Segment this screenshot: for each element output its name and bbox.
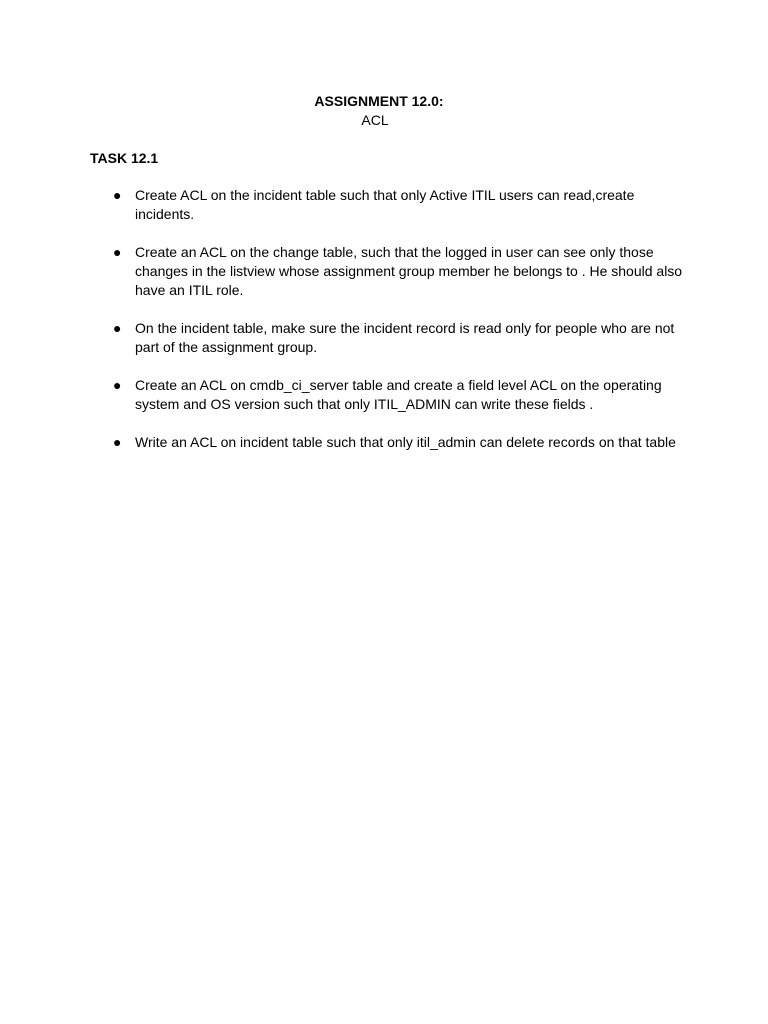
document-subtitle: ACL — [361, 112, 389, 128]
bullet-icon: ● — [113, 187, 122, 203]
task-heading: TASK 12.1 — [90, 150, 159, 166]
document-title: ASSIGNMENT 12.0: — [314, 93, 444, 109]
task-item-4 — [0, 376, 695, 414]
task-item-2 — [0, 243, 695, 300]
task-text: Create an ACL on cmdb_ci_server table and create a field level ACL on the operating system and OS version such that only ITIL_ADMIN can write these fields . — [135, 377, 662, 412]
task-list — [0, 186, 768, 471]
bullet-icon: ● — [113, 244, 122, 260]
task-item-3 — [0, 319, 695, 357]
task-text: Write an ACL on incident table such that only itil_admin can delete records on that table — [135, 434, 676, 450]
task-text: On the incident table, make sure the incident record is read only for people who are not part of the assignment group. — [135, 320, 675, 355]
task-text: Create an ACL on the change table, such that the logged in user can see only those changes in the listview whose assignment group member he belongs to . He should also have an ITIL role. — [135, 244, 683, 298]
task-item-1 — [0, 186, 695, 224]
task-item-5 — [0, 433, 695, 452]
bullet-icon: ● — [113, 320, 122, 336]
bullet-icon: ● — [113, 377, 122, 393]
task-text: Create ACL on the incident table such that only Active ITIL users can read,create incidents. — [135, 187, 635, 222]
bullet-icon: ● — [113, 434, 122, 450]
